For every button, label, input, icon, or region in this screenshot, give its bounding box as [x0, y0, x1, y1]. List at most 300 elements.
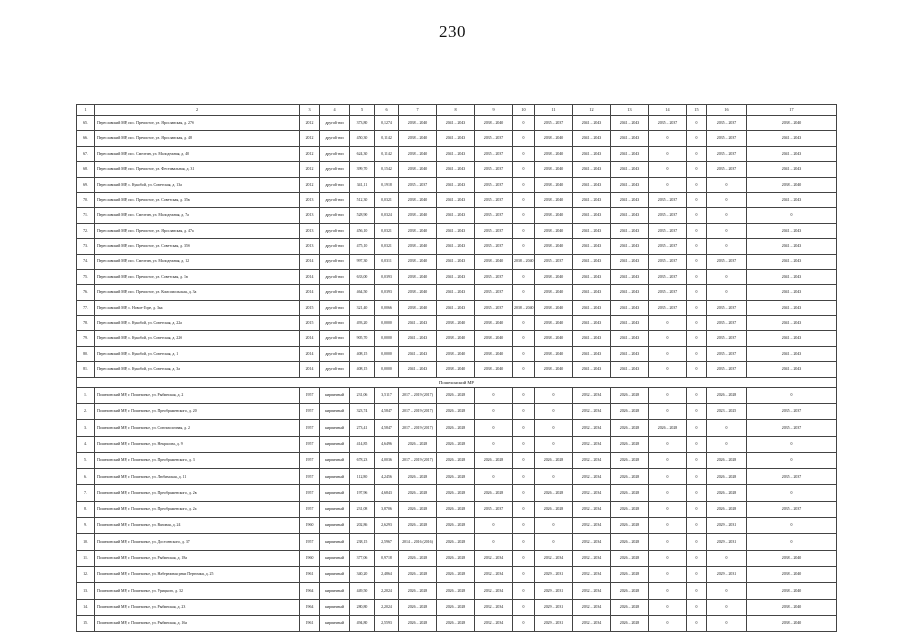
table-cell: другой тип: [320, 223, 350, 238]
table-cell: 2026 – 2028: [399, 566, 437, 582]
table-cell: 2035 – 2037: [707, 116, 747, 131]
table-cell: 2041 – 2043: [611, 177, 649, 192]
table-cell: 2032 – 2034: [573, 550, 611, 566]
table-row: [77, 501, 837, 517]
table-cell: 2041 – 2043: [573, 316, 611, 331]
table-cell: 0,0000: [375, 346, 399, 361]
table-cell: 2041 – 2043: [611, 208, 649, 223]
address-cell: Переславский МР, пос. Смелтин, ул. Молодежная, д. 12: [95, 254, 300, 269]
address-cell: Переславский МР, пос. Пречистое, ул. Ярославская, д. 47а: [95, 223, 300, 238]
table-cell: 79.: [77, 331, 95, 346]
table-cell: 2026 – 2028: [399, 518, 437, 534]
table-cell: 2026 – 2028: [399, 485, 437, 501]
table-cell: 2026 – 2028: [437, 501, 475, 517]
table-cell: 2038 – 2040: [535, 300, 573, 315]
table-cell: 2041 – 2043: [573, 346, 611, 361]
table-cell: другой тип: [320, 146, 350, 161]
table-cell: 2035 – 2037: [747, 420, 837, 436]
table-cell: 0: [687, 403, 707, 419]
address-cell: Переславский МР, пос. Пречистое, ул. Советская, д. 35б: [95, 239, 300, 254]
address-cell: Переславский МР, с. Кукобой, ул. Советская, д. 13а: [95, 177, 300, 192]
table-cell: 0: [513, 501, 535, 517]
table-cell: 0: [687, 362, 707, 377]
table-cell: 0,0000: [375, 316, 399, 331]
table-cell: 0: [513, 146, 535, 161]
table-cell: 0: [687, 452, 707, 468]
address-cell: Пошехонский МР, г. Пошехонье, ул. Урицкого, д. 32: [95, 583, 300, 599]
table-cell: другой тип: [320, 316, 350, 331]
table-cell: 0,0321: [375, 192, 399, 207]
table-cell: кирпичный: [320, 615, 350, 631]
table-cell: 0: [513, 223, 535, 238]
table-cell: 0: [513, 403, 535, 419]
table-cell: 77.: [77, 300, 95, 315]
table-cell: 0: [687, 550, 707, 566]
table-cell: 0: [513, 316, 535, 331]
table-cell: 0: [747, 534, 837, 550]
table-cell: 0: [649, 550, 687, 566]
table-cell: 2026 – 2028: [437, 566, 475, 582]
table-cell: кирпичный: [320, 534, 350, 550]
table-cell: 2038 – 2040: [535, 316, 573, 331]
table-cell: 0: [707, 615, 747, 631]
table-cell: 2035 – 2037: [475, 131, 513, 146]
table-cell: 2026 – 2028: [437, 583, 475, 599]
table-cell: 4,5847: [375, 403, 399, 419]
table-cell: 0: [687, 485, 707, 501]
table-cell: 4,5847: [375, 420, 399, 436]
table-cell: 0: [513, 362, 535, 377]
table-cell: 4,0036: [375, 452, 399, 468]
table-cell: 202,86: [350, 518, 375, 534]
table-cell: 4,6496: [375, 436, 399, 452]
table-row: [77, 177, 837, 192]
table-cell: 321,40: [350, 300, 375, 315]
table-cell: 2026 – 2028: [437, 485, 475, 501]
table-cell: 414,85: [350, 436, 375, 452]
table-cell: 0: [687, 300, 707, 315]
table-cell: 2035 – 2037: [707, 300, 747, 315]
address-cell: Переславский МР, пос. Пречистое, ул. Ярославская, д. 27б: [95, 116, 300, 131]
table-cell: 0: [707, 192, 747, 207]
table-cell: 12.: [77, 566, 95, 582]
table-cell: 0: [649, 452, 687, 468]
table-cell: 2026 – 2028: [437, 615, 475, 631]
table-cell: 0: [687, 316, 707, 331]
table-cell: кирпичный: [320, 550, 350, 566]
table-cell: 2038 – 2040: [513, 300, 535, 315]
table-cell: 399,70: [350, 162, 375, 177]
table-cell: 2035 – 2037: [649, 116, 687, 131]
address-cell: Переславский МР, с. Кукобой, ул. Советская, д. 3а: [95, 362, 300, 377]
table-cell: 0: [687, 254, 707, 269]
table-cell: 2012: [300, 131, 320, 146]
table-cell: 2041 – 2043: [437, 177, 475, 192]
table-cell: 0,0311: [375, 254, 399, 269]
table-cell: 0: [687, 615, 707, 631]
table-cell: 494,80: [350, 615, 375, 631]
table-cell: 2038 – 2040: [399, 131, 437, 146]
table-cell: 2038 – 2040: [399, 223, 437, 238]
table-row: [77, 331, 837, 346]
table-cell: 0: [649, 518, 687, 534]
table-cell: 14: [649, 105, 687, 116]
table-cell: 2026 – 2028: [437, 599, 475, 615]
table-row: [77, 485, 837, 501]
table-cell: 0: [513, 239, 535, 254]
table-cell: 0: [687, 116, 707, 131]
table-cell: 2041 – 2043: [573, 162, 611, 177]
table-cell: 0: [475, 403, 513, 419]
address-cell: Пошехонский МР, г. Пошехонье, ул. Некрасова, д. 9: [95, 436, 300, 452]
table-row: [77, 131, 837, 146]
table-cell: 0,0324: [375, 208, 399, 223]
table-cell: 2029 – 2031: [707, 534, 747, 550]
table-cell: 0: [475, 534, 513, 550]
table-cell: другой тип: [320, 269, 350, 284]
table-cell: 1957: [300, 403, 320, 419]
table-cell: кирпичный: [320, 387, 350, 403]
address-cell: 2: [95, 105, 300, 116]
table-cell: 2038 – 2040: [747, 177, 837, 192]
table-cell: 2038 – 2040: [513, 254, 535, 269]
table-cell: 2038 – 2040: [535, 177, 573, 192]
table-cell: 2026 – 2028: [707, 452, 747, 468]
table-cell: 2026 – 2028: [437, 420, 475, 436]
table-cell: 13: [611, 105, 649, 116]
table-cell: 2,2024: [375, 599, 399, 615]
table-cell: 0: [475, 420, 513, 436]
table-cell: 2014: [300, 331, 320, 346]
table-cell: 0: [747, 518, 837, 534]
table-cell: 2,2024: [375, 583, 399, 599]
table-cell: 0: [687, 346, 707, 361]
table-cell: 2026 – 2028: [707, 485, 747, 501]
table-cell: 0: [649, 403, 687, 419]
table-cell: 0: [707, 239, 747, 254]
table-cell: 0: [687, 420, 707, 436]
table-cell: 2026 – 2028: [437, 534, 475, 550]
table-cell: 2041 – 2043: [437, 254, 475, 269]
table-cell: 2035 – 2037: [707, 331, 747, 346]
table-cell: 2041 – 2043: [437, 146, 475, 161]
address-cell: Пошехонский МР, г. Пошехонье, ул. Набережная реки Пертомки, д. 25: [95, 566, 300, 582]
table-cell: 493,20: [350, 316, 375, 331]
table-cell: 0: [475, 387, 513, 403]
table-cell: 2038 – 2040: [535, 239, 573, 254]
table-cell: 2038 – 2040: [475, 331, 513, 346]
table-cell: 2032 – 2034: [475, 550, 513, 566]
table-cell: 2038 – 2040: [747, 116, 837, 131]
table-cell: 2013: [300, 239, 320, 254]
address-cell: Пошехонский МР, г. Пошехонье, ул. Рыбинская, д. 16а: [95, 615, 300, 631]
address-cell: Пошехонский МР, г. Пошехонье, ул. Рыбинская, д. 18а: [95, 550, 300, 566]
table-cell: 2041 – 2043: [573, 300, 611, 315]
table-cell: 11: [535, 105, 573, 116]
table-cell: 2026 – 2028: [611, 420, 649, 436]
table-cell: 2041 – 2043: [747, 192, 837, 207]
table-cell: 1957: [300, 534, 320, 550]
table-cell: 2035 – 2037: [535, 254, 573, 269]
table-cell: 3: [300, 105, 320, 116]
table-cell: 2035 – 2037: [475, 300, 513, 315]
table-cell: 0: [707, 550, 747, 566]
table-cell: 2026 – 2028: [611, 452, 649, 468]
table-row: [77, 403, 837, 419]
table-cell: 2032 – 2034: [475, 599, 513, 615]
table-cell: 75.: [77, 269, 95, 284]
table-cell: 2026 – 2028: [437, 518, 475, 534]
table-cell: 678,23: [350, 452, 375, 468]
table-cell: 2035 – 2037: [649, 254, 687, 269]
table-cell: 2015: [300, 300, 320, 315]
table-cell: 4: [320, 105, 350, 116]
table-row: [77, 469, 837, 485]
table-cell: 2038 – 2040: [535, 362, 573, 377]
table-cell: 72.: [77, 223, 95, 238]
table-cell: 2041 – 2043: [573, 362, 611, 377]
table-cell: 0: [513, 285, 535, 300]
table-cell: 2032 – 2034: [573, 403, 611, 419]
table-cell: 0: [535, 534, 573, 550]
table-cell: 280,80: [350, 599, 375, 615]
table-cell: 0: [513, 116, 535, 131]
table-cell: 74.: [77, 254, 95, 269]
table-cell: 408,15: [350, 346, 375, 361]
table-cell: 0: [687, 239, 707, 254]
table-cell: 0: [535, 403, 573, 419]
table-cell: 0,9718: [375, 550, 399, 566]
table-cell: 8: [437, 105, 475, 116]
table-cell: кирпичный: [320, 469, 350, 485]
table-cell: 2038 – 2040: [747, 615, 837, 631]
table-cell: 2023 – 2025: [707, 403, 747, 419]
table-cell: 2041 – 2043: [573, 223, 611, 238]
table-cell: 512,30: [350, 192, 375, 207]
table-cell: 0: [513, 162, 535, 177]
table-cell: 2012: [300, 162, 320, 177]
table-cell: 0: [535, 436, 573, 452]
table-cell: 323,74: [350, 403, 375, 419]
table-cell: 2038 – 2040: [535, 208, 573, 223]
table-row: [77, 420, 837, 436]
table-cell: 2041 – 2043: [573, 285, 611, 300]
table-cell: 238,15: [350, 534, 375, 550]
table-cell: 2041 – 2043: [611, 192, 649, 207]
address-cell: Пошехонский МР, г. Пошехонье, ул. Преображенского, д. 20: [95, 403, 300, 419]
table-cell: 2038 – 2040: [399, 285, 437, 300]
table-cell: 2026 – 2028: [611, 469, 649, 485]
address-cell: Пошехонский МР, г. Пошехонье, ул. Любимская, д. 11: [95, 469, 300, 485]
table-row: [77, 285, 837, 300]
table-row: [77, 583, 837, 599]
table-cell: 0,0000: [375, 362, 399, 377]
table-cell: 2038 – 2040: [535, 223, 573, 238]
table-cell: 2032 – 2034: [573, 583, 611, 599]
table-cell: 2026 – 2028: [611, 501, 649, 517]
table-row: [77, 346, 837, 361]
table-cell: 0: [747, 452, 837, 468]
table-row: [77, 223, 837, 238]
table-cell: 15: [687, 105, 707, 116]
table-cell: 2029 – 2031: [535, 615, 573, 631]
table-cell: другой тип: [320, 254, 350, 269]
table-cell: 4,2456: [375, 469, 399, 485]
table-cell: другой тип: [320, 208, 350, 223]
table-cell: 80.: [77, 346, 95, 361]
table-cell: 0: [513, 208, 535, 223]
table-cell: кирпичный: [320, 485, 350, 501]
table-cell: 2035 – 2037: [475, 177, 513, 192]
table-cell: 2041 – 2043: [573, 331, 611, 346]
table-row: [77, 239, 837, 254]
table-cell: 7.: [77, 485, 95, 501]
table-row: [77, 566, 837, 582]
table-cell: 0: [687, 583, 707, 599]
table-cell: 0: [687, 131, 707, 146]
table-cell: 0: [513, 518, 535, 534]
table-cell: 2035 – 2037: [475, 162, 513, 177]
table-cell: 2032 – 2034: [475, 615, 513, 631]
table-cell: 15.: [77, 615, 95, 631]
table-cell: 5: [350, 105, 375, 116]
table-cell: 2026 – 2028: [475, 485, 513, 501]
table-cell: 0,1542: [375, 162, 399, 177]
table-cell: 2026 – 2028: [437, 469, 475, 485]
table-cell: 1957: [300, 469, 320, 485]
table-cell: 17: [747, 105, 837, 116]
table-cell: 2041 – 2043: [573, 192, 611, 207]
header-row: [77, 105, 837, 116]
table-cell: 6: [375, 105, 399, 116]
table-row: [77, 208, 837, 223]
table-cell: 2038 – 2040: [535, 285, 573, 300]
table-cell: 0: [649, 534, 687, 550]
table-cell: 0: [649, 346, 687, 361]
table-cell: 633,00: [350, 269, 375, 284]
table-cell: 1957: [300, 501, 320, 517]
section-row: [77, 377, 837, 387]
table-cell: 0: [535, 518, 573, 534]
table-cell: 0: [687, 469, 707, 485]
table-cell: 340,20: [350, 566, 375, 582]
table-cell: 4.: [77, 436, 95, 452]
table-row: [77, 615, 837, 631]
table-cell: 2041 – 2043: [611, 162, 649, 177]
table-cell: 2041 – 2043: [611, 269, 649, 284]
table-cell: 2032 – 2034: [573, 534, 611, 550]
table-row: [77, 550, 837, 566]
table-cell: 2026 – 2028: [611, 387, 649, 403]
table-cell: 2041 – 2043: [611, 131, 649, 146]
table-cell: 2026 – 2028: [707, 469, 747, 485]
table-cell: 7: [399, 105, 437, 116]
address-cell: Переславский МР, с. Новое-Горе, д. 3ка: [95, 300, 300, 315]
table-cell: другой тип: [320, 116, 350, 131]
table-cell: 2035 – 2037: [649, 300, 687, 315]
table-cell: 2041 – 2043: [573, 116, 611, 131]
table-cell: 2041 – 2043: [573, 146, 611, 161]
table-cell: 450,30: [350, 131, 375, 146]
table-cell: 2014: [300, 346, 320, 361]
table-cell: 2038 – 2040: [437, 362, 475, 377]
table-cell: 2026 – 2028: [611, 534, 649, 550]
table-cell: 2041 – 2043: [611, 316, 649, 331]
table-cell: 0,0393: [375, 269, 399, 284]
table-cell: 67.: [77, 146, 95, 161]
table-cell: 2035 – 2037: [649, 223, 687, 238]
table-cell: 2038 – 2040: [399, 300, 437, 315]
table-cell: 2032 – 2034: [573, 452, 611, 468]
table-cell: кирпичный: [320, 436, 350, 452]
table-cell: 2026 – 2028: [611, 436, 649, 452]
table-cell: 0: [707, 285, 747, 300]
table-cell: 231,08: [350, 501, 375, 517]
table-cell: 0: [649, 599, 687, 615]
table-cell: 2012: [300, 177, 320, 192]
table-cell: 2017 – 2019 (2017): [399, 387, 437, 403]
table-cell: 2035 – 2037: [707, 146, 747, 161]
table-cell: 2041 – 2043: [437, 131, 475, 146]
address-cell: Переславский МР, с. Кукобой, ул. Советская, д. 22а: [95, 316, 300, 331]
table-cell: другой тип: [320, 300, 350, 315]
table-cell: 0: [649, 501, 687, 517]
table-cell: 2032 – 2034: [573, 469, 611, 485]
table-cell: кирпичный: [320, 420, 350, 436]
table-cell: 2032 – 2034: [475, 583, 513, 599]
table-cell: 2041 – 2043: [437, 192, 475, 207]
table-cell: 1957: [300, 485, 320, 501]
table-cell: 2026 – 2028: [611, 599, 649, 615]
table-cell: 68.: [77, 162, 95, 177]
table-cell: 5.: [77, 452, 95, 468]
table-cell: 2013: [300, 208, 320, 223]
table-cell: 2041 – 2043: [437, 116, 475, 131]
table-cell: 14.: [77, 599, 95, 615]
table-cell: 0: [747, 436, 837, 452]
table-cell: 1: [77, 105, 95, 116]
table-cell: 2041 – 2043: [399, 346, 437, 361]
table-cell: 2038 – 2040: [399, 239, 437, 254]
address-cell: Переславский МР, с. Кукобой, ул. Советская, д. 22б: [95, 331, 300, 346]
table-cell: 2038 – 2040: [535, 192, 573, 207]
table-cell: 2035 – 2037: [535, 116, 573, 131]
address-cell: Переславский МР, с. Кукобой, ул. Советская, д. 1: [95, 346, 300, 361]
table-cell: 2038 – 2040: [535, 146, 573, 161]
table-cell: 2017 – 2019 (2017): [399, 420, 437, 436]
table-cell: 0: [649, 362, 687, 377]
table-cell: 2041 – 2043: [437, 300, 475, 315]
table-cell: 2029 – 2031: [535, 599, 573, 615]
table-cell: 273,41: [350, 420, 375, 436]
table-cell: 997,30: [350, 254, 375, 269]
table-cell: 10.: [77, 534, 95, 550]
table-cell: 2026 – 2028: [611, 550, 649, 566]
table-cell: 6.: [77, 469, 95, 485]
table-cell: 0,1142: [375, 131, 399, 146]
table-cell: 0: [649, 316, 687, 331]
table-cell: 0: [687, 501, 707, 517]
table-cell: 464,50: [350, 285, 375, 300]
table-cell: 0: [687, 192, 707, 207]
table-cell: 112,80: [350, 469, 375, 485]
table-cell: 0: [649, 331, 687, 346]
table-row: [77, 518, 837, 534]
table-cell: 3,8706: [375, 501, 399, 517]
table-cell: 2041 – 2043: [611, 146, 649, 161]
table-cell: 2041 – 2043: [573, 254, 611, 269]
table-cell: 0: [649, 469, 687, 485]
